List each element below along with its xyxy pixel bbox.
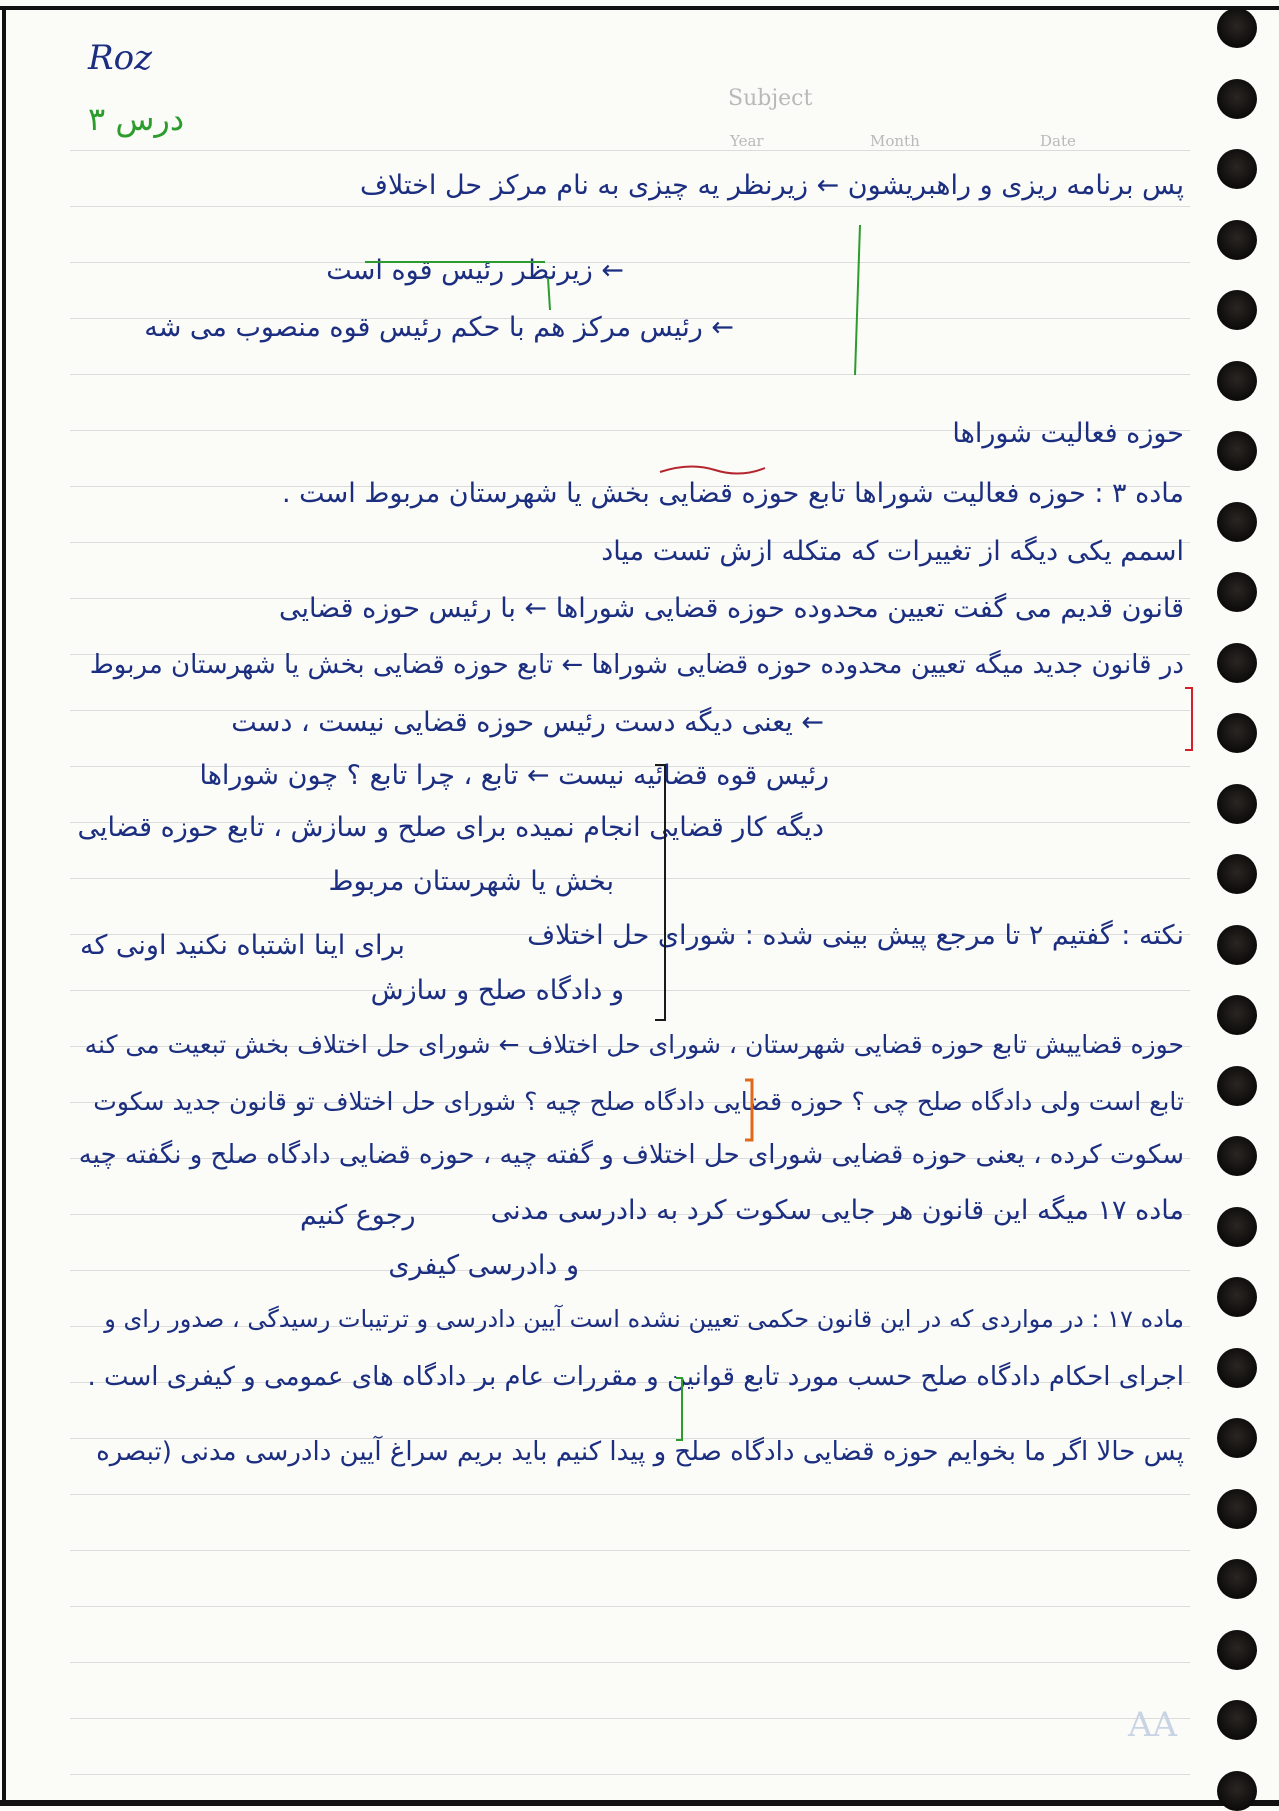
note-line: سکوت کرده ، یعنی حوزه قضایی شورای حل اختلاف و گفته چیه ، حوزه قضایی دادگاه صلح و نگفته چیه: [78, 1140, 1184, 1170]
note-line: ماده ۱۷ : در مواردی که در این قانون حکمی تعیین نشده است آیین دادرسی و ترتیبات رسیدگی ، صدور رای و: [104, 1305, 1184, 1333]
note-line: و دادرسی کیفری: [388, 1250, 579, 1281]
note-line: دیگه کار قضایی انجام نمیده برای صلح و سازش ، تابع حوزه قضایی: [77, 812, 824, 843]
note-line: تابع است ولی دادگاه صلح چی ؟ حوزه قضایی دادگاه صلح چیه ؟ شورای حل اختلاف تو قانون جدید سکوت: [93, 1087, 1184, 1116]
note-line: رئیس قوه قضائیه نیست ← تابع ، چرا تابع ؟ چون شوراها: [199, 760, 829, 791]
note-line: ← یعنی دیگه دست رئیس حوزه قضایی نیست ، دست: [231, 707, 824, 738]
green-connector-main: [855, 225, 860, 375]
note-line: ← رئیس مرکز هم با حکم رئیس قوه منصوب می شه: [144, 312, 734, 343]
note-line: ماده ۳ : حوزه فعالیت شوراها تابع حوزه قضایی بخش یا شهرستان مربوط است .: [281, 478, 1184, 509]
note-line: ماده ۱۷ میگه این قانون هر جایی سکوت کرد به دادرسی مدنی: [490, 1195, 1184, 1226]
green-connector-small: [548, 278, 550, 310]
note-line: پس برنامه ریزی و راهبریشون ← زیرنظر یه چیزی به نام مرکز حل اختلاف: [359, 170, 1184, 201]
note-line: اسمم یکی دیگه از تغییرات که متکله ازش تست میاد: [601, 536, 1184, 567]
red-separator: [660, 466, 765, 473]
note-line: قانون قدیم می گفت تعیین محدوده حوزه قضایی شوراها ← با رئیس حوزه قضایی: [278, 593, 1184, 624]
lesson-number: درس ۳: [88, 100, 185, 138]
note-line: در قانون جدید میگه تعیین محدوده حوزه قضایی شوراها ← تابع حوزه قضایی بخش یا شهرستان مربوط: [89, 650, 1184, 680]
corner-reference: Roz: [88, 38, 152, 78]
orange-bracket: [745, 1080, 752, 1140]
note-line: پس حالا اگر ما بخوایم حوزه قضایی دادگاه صلح و پیدا کنیم باید بریم سراغ آیین دادرسی مدنی (تبصره: [96, 1437, 1184, 1467]
note-line: حوزه قضاییش تابع حوزه قضایی شهرستان ، شورای حل اختلاف ← شورای حل اختلاف بخش تبعیت می کنه: [84, 1030, 1184, 1059]
note-line: اجرای احکام دادگاه صلح حسب مورد تابع قوانین و مقررات عام بر دادگاه های عمومی و کیفری است .: [87, 1362, 1184, 1392]
green-bracket: [676, 1378, 682, 1440]
note-line: ← زیرنظر رئیس قوه است: [326, 255, 624, 286]
black-bracket: [655, 765, 665, 1020]
month-label: Month: [870, 132, 920, 150]
note-line: برای اینا اشتباه نکنید اونی که: [80, 930, 405, 961]
watermark-aa: AA: [1128, 1705, 1178, 1745]
note-line: و دادگاه صلح و سازش: [370, 975, 624, 1006]
note-line: بخش یا شهرستان مربوط: [328, 866, 614, 897]
subject-label: Subject: [728, 86, 813, 111]
note-line: رجوع کنیم: [300, 1200, 416, 1231]
note-line: حوزه فعالیت شوراها: [952, 418, 1184, 449]
red-bracket: [1185, 688, 1192, 750]
note-line: نکته : گفتیم ۲ تا مرجع پیش بینی شده : شورای حل اختلاف: [527, 920, 1184, 951]
date-label: Date: [1040, 132, 1076, 150]
year-label: Year: [730, 132, 764, 150]
